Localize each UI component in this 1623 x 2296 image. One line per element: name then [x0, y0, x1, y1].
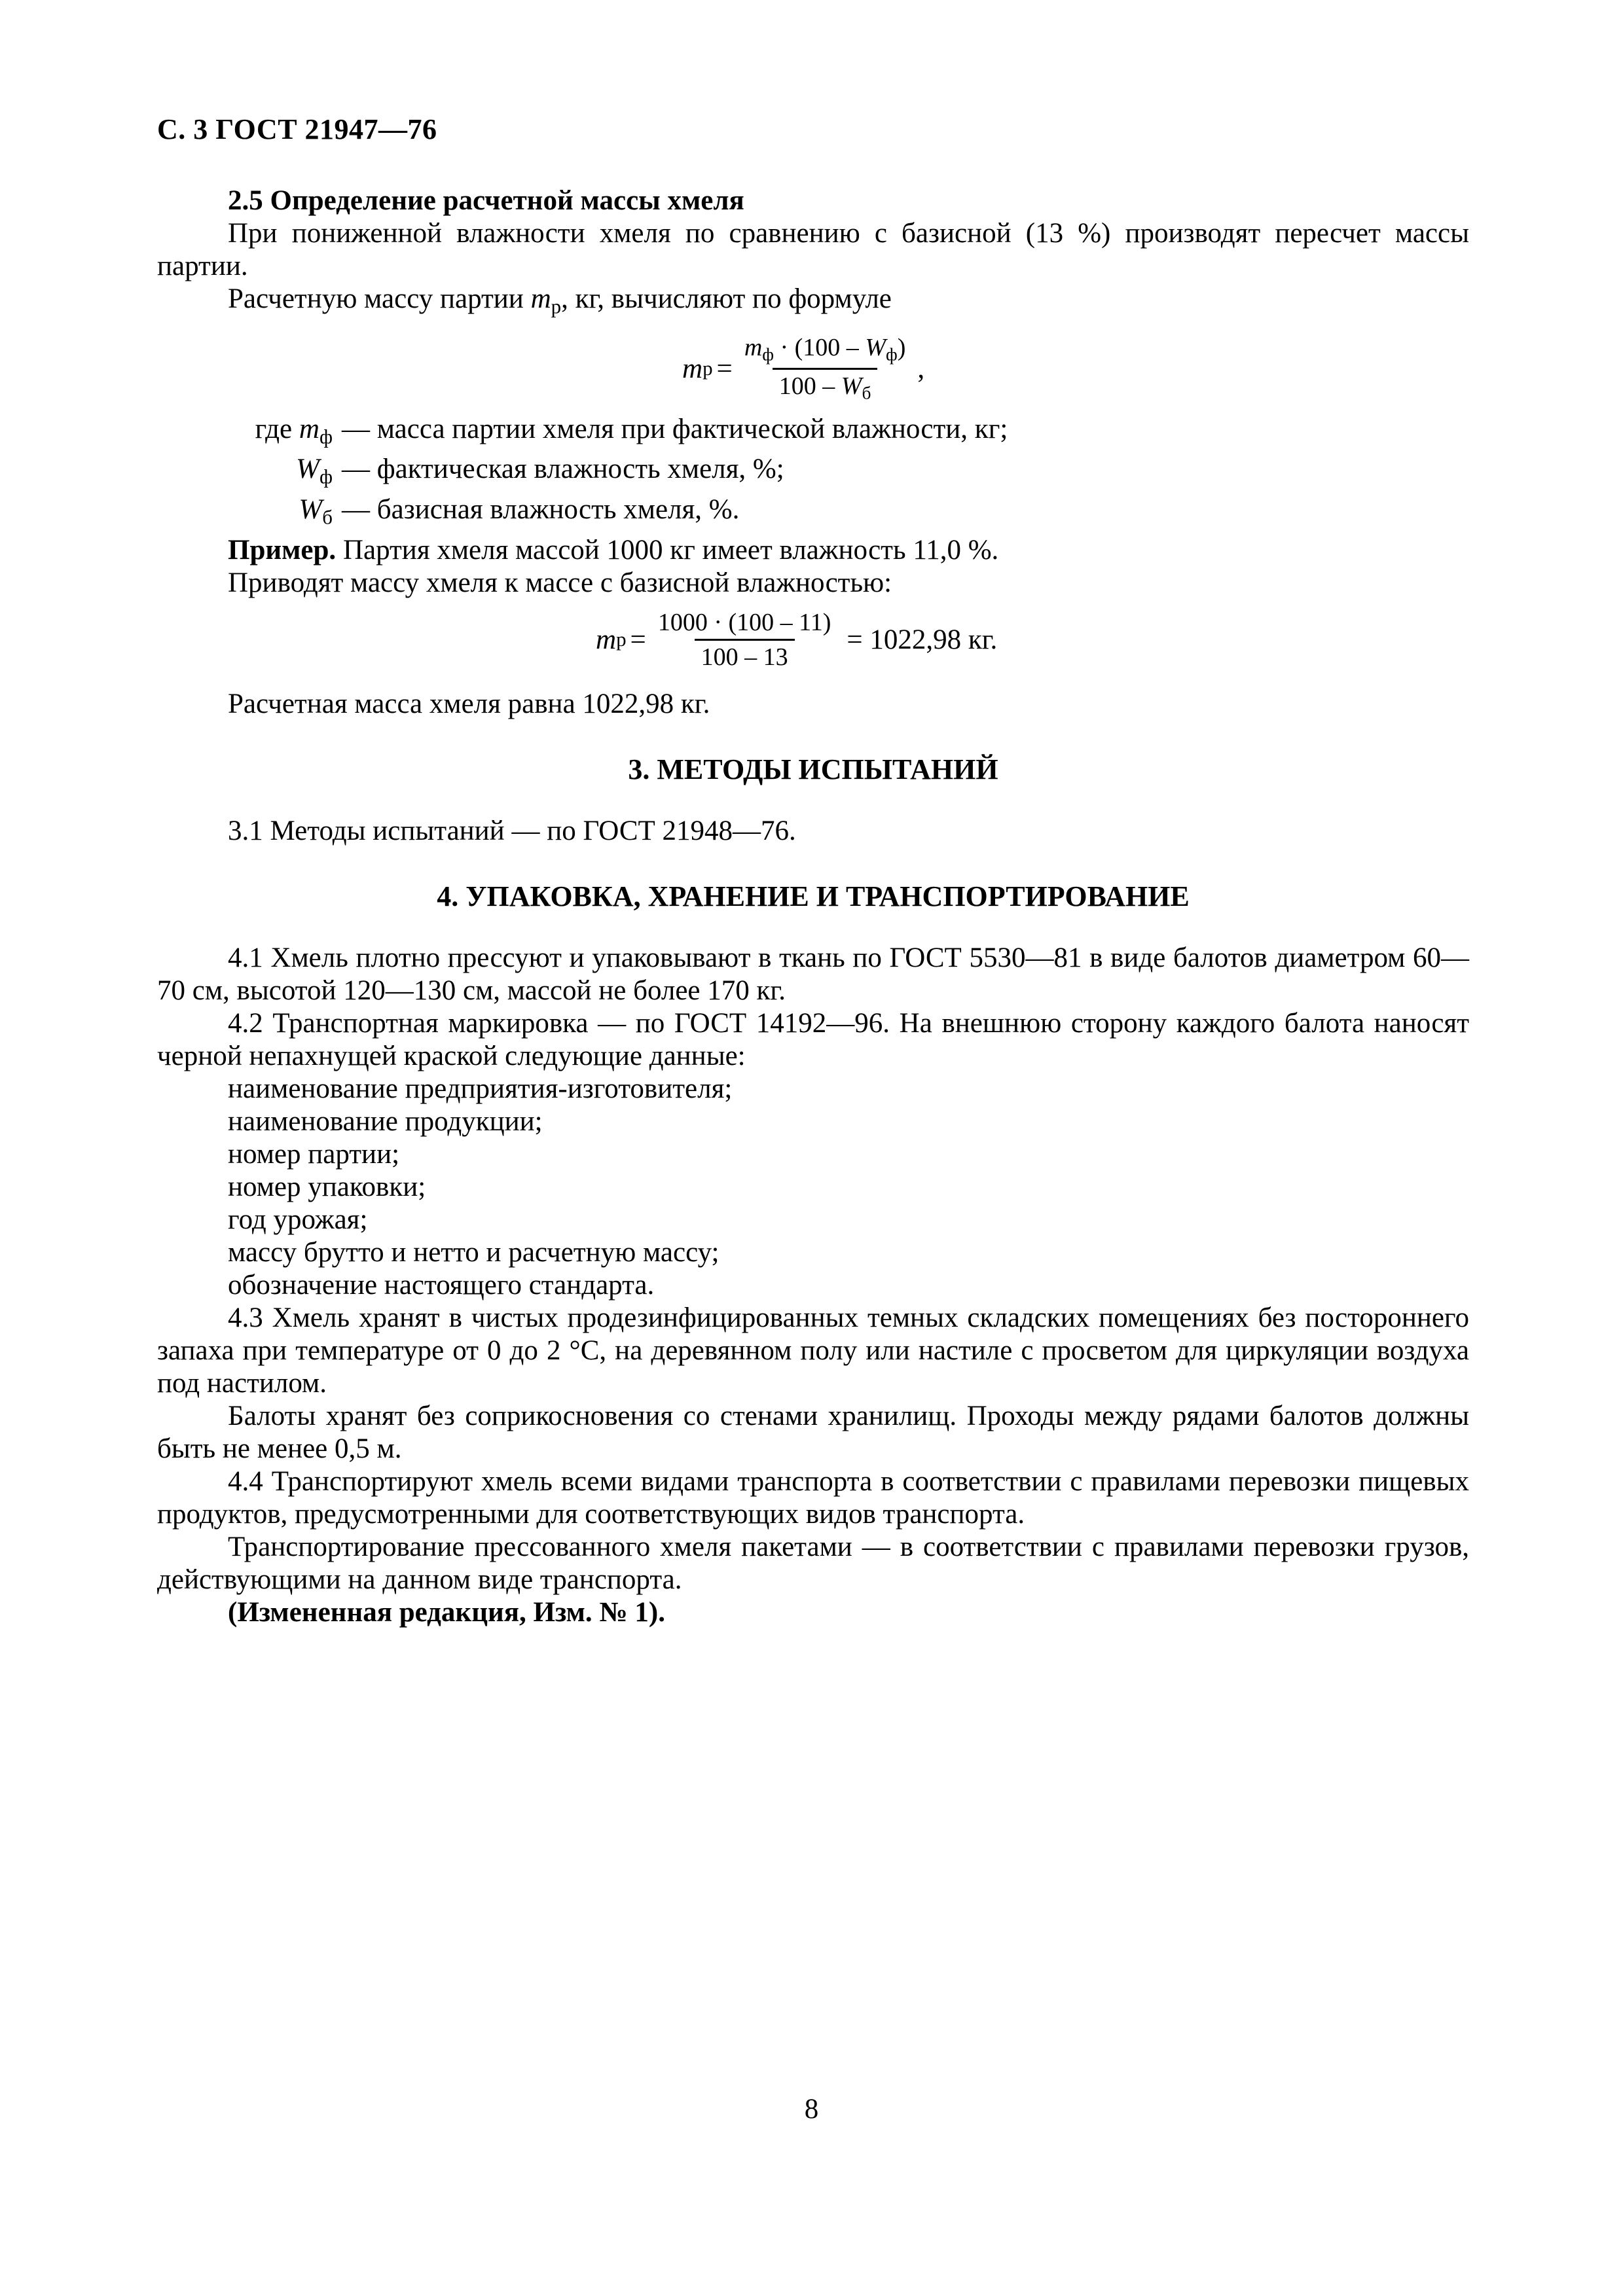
list-item: год урожая; — [228, 1204, 368, 1235]
fraction-denominator: 100 – 13 — [695, 639, 795, 670]
formula-symbol: m — [530, 283, 551, 314]
paragraph: Балоты хранят без соприкосновения со стенами хранилищ. Проходы между рядами балотов должны быть не менее 0,5 м. — [157, 1400, 1469, 1464]
where-list — [157, 413, 1469, 534]
paragraph: 4.2 Транспортная маркировка — по ГОСТ 14192—96. На внешнюю сторону каждого балота наносят черной непахнущей краской следующие данные: — [157, 1007, 1469, 1071]
formula-text: 100 – — [778, 372, 841, 400]
where-item — [157, 413, 1469, 454]
paragraph: При пониженной влажности хмеля по сравнению с базисной (13 %) производят пересчет массы партии. — [157, 218, 1469, 281]
formula-tail: , — [917, 353, 925, 384]
formula-subscript: ф — [885, 344, 898, 365]
formula-text: · (100 – — [774, 333, 866, 361]
document-body — [157, 185, 1469, 1629]
where-item — [157, 453, 1469, 493]
example-label: Пример. — [228, 534, 337, 565]
where-prefix: где — [255, 413, 299, 444]
formula-lhs-symbol: m — [682, 353, 703, 384]
amendment-note: (Измененная редакция, Изм. № 1). — [228, 1596, 665, 1628]
formula-symbol: W — [299, 494, 323, 525]
paragraph: 3.1 Методы испытаний — по ГОСТ 21948—76. — [228, 815, 796, 846]
formula-subscript: ф — [319, 465, 333, 488]
paragraph: Расчетная масса хмеля равна 1022,98 кг. — [228, 688, 710, 719]
formula-result: = 1022,98 кг. — [847, 624, 998, 655]
equals-sign: = — [630, 624, 646, 655]
where-symbol — [157, 453, 342, 493]
marking-list — [157, 1073, 1469, 1302]
formula-text: ) — [897, 333, 906, 361]
equals-sign: = — [716, 353, 733, 384]
formula-subscript: р — [551, 295, 562, 318]
formula-subscript: б — [862, 383, 871, 403]
paragraph: 4.3 Хмель хранят в чистых продезинфицированных темных складских помещениях без постороннего запаха при температуре от 0 до 2 °С, на деревянном полу или настиле с просветом для циркуляции воздуха под настилом. — [157, 1302, 1469, 1399]
paragraph: Приводят массу хмеля к массе с базисной влажностью: — [228, 567, 892, 598]
fraction-numerator — [738, 335, 913, 368]
example-text: Партия хмеля массой 1000 кг имеет влажность 11,0 %. — [336, 534, 999, 565]
formula-symbol: W — [841, 372, 862, 400]
mass-formula — [682, 335, 1469, 403]
paragraph: 4.4 Транспортируют хмель всеми видами транспорта в соответствии с правилами перевозки пищевых продуктов, предусмотренными для соответствующих видов транспорта. — [157, 1465, 1469, 1530]
list-item: номер партии; — [228, 1138, 400, 1170]
formula-subscript: ф — [319, 425, 333, 448]
fraction-denominator — [773, 368, 878, 403]
page-number: 8 — [804, 2094, 819, 2125]
formula-subscript: ф — [762, 344, 774, 365]
text-fragment: , кг, вычисляют по формуле — [561, 283, 892, 314]
section-title: 4. УПАКОВКА, ХРАНЕНИЕ И ТРАНСПОРТИРОВАНИЕ — [437, 880, 1190, 912]
where-symbol — [157, 493, 342, 534]
subsection-title: 2.5 Определение расчетной массы хмеля — [228, 185, 744, 216]
formula-fraction — [738, 335, 913, 403]
list-item: номер упаковки; — [228, 1171, 426, 1202]
page-header: С. 3 ГОСТ 21947—76 — [157, 113, 437, 145]
formula-lhs-subscript: р — [702, 356, 713, 380]
section-title: 3. МЕТОДЫ ИСПЫТАНИЙ — [628, 753, 998, 785]
where-text: — фактическая влажность хмеля, %; — [342, 454, 784, 485]
formula-symbol: m — [744, 333, 763, 361]
formula-subscript: б — [322, 505, 333, 529]
where-symbol — [157, 413, 342, 454]
paragraph: 4.1 Хмель плотно прессуют и упаковывают в ткань по ГОСТ 5530—81 в виде балотов диаметром 60—70 см, высотой 120—130 см, массой не более 170 кг. — [157, 942, 1469, 1006]
paragraph — [157, 283, 1469, 323]
example-paragraph — [157, 534, 1469, 567]
formula-symbol: m — [299, 413, 319, 444]
example-formula — [596, 610, 1469, 670]
where-text: — базисная влажность хмеля, %. — [342, 494, 740, 525]
formula-symbol: W — [865, 333, 886, 361]
formula-lhs-subscript: р — [616, 627, 627, 651]
fraction-numerator: 1000 · (100 – 11) — [657, 608, 831, 636]
list-item: массу брутто и нетто и расчетную массу; — [228, 1236, 720, 1268]
paragraph: Транспортирование прессованного хмеля пакетами — в соответствии с правилами перевозки грузов, действующими на данном виде транспорта. — [157, 1531, 1469, 1595]
list-item: обозначение настоящего стандарта. — [228, 1269, 655, 1300]
where-text: — масса партии хмеля при фактической влажности, кг; — [342, 413, 1008, 444]
list-item: наименование предприятия-изготовителя; — [228, 1073, 733, 1104]
text-fragment: Расчетную массу партии — [228, 283, 531, 314]
formula-fraction — [651, 610, 838, 670]
formula-lhs-symbol: m — [596, 624, 617, 655]
list-item: наименование продукции; — [228, 1105, 543, 1137]
formula-symbol: W — [296, 454, 319, 485]
where-item — [157, 493, 1469, 534]
